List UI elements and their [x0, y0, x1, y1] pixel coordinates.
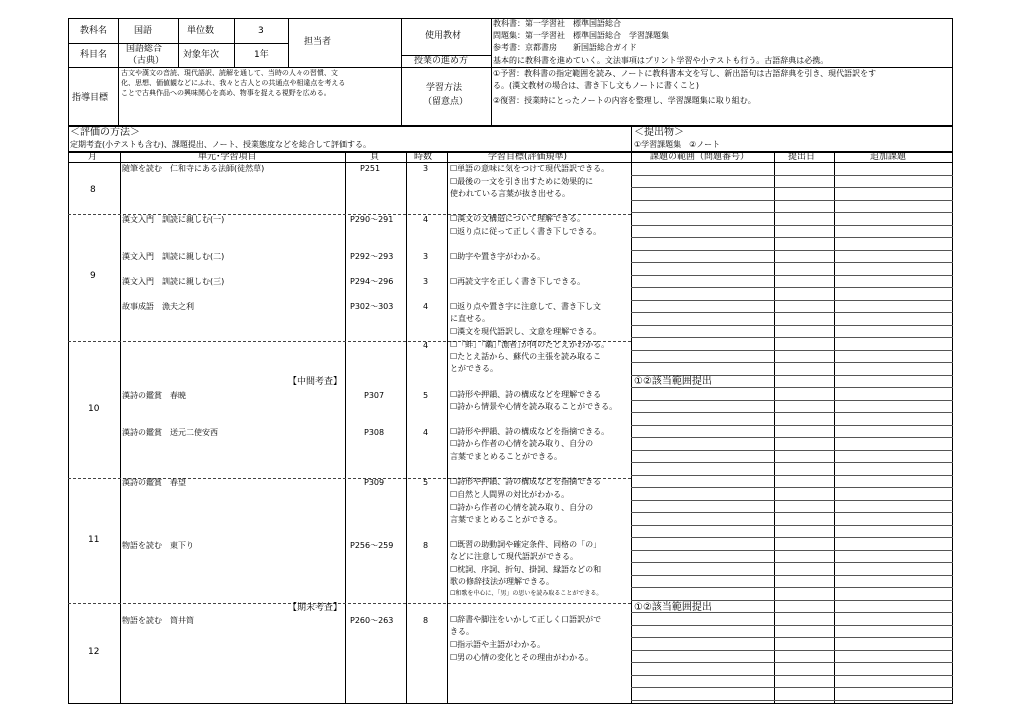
task-grid-line — [631, 262, 953, 263]
task-grid-line — [631, 250, 953, 251]
r9-goal-2: ☐自然と人間界の対比がわかる。 — [450, 490, 570, 499]
col-task-range: 課題の範囲（問題番号） — [650, 152, 750, 162]
r10-goal-4: 歌の修辞技法が理解できる。 — [450, 577, 554, 586]
task-grid-line — [631, 337, 953, 338]
r11-goal-4: ☐男の心情の変化とその理由がわかる。 — [450, 653, 594, 662]
r8-page: P308 — [364, 428, 385, 437]
midterm-task: ①②該当範囲提出 — [634, 376, 712, 387]
r6-goal-1: ☐「蚌」｢鷸｣｢漁者｣が何のたとえかわかる。 — [450, 340, 610, 349]
kyokamei-label: 教科名 — [80, 26, 108, 36]
task-grid-line — [631, 287, 953, 288]
r6-goal-2: ☐たとえ話から、蘇代の主張を読み取るこ — [450, 352, 602, 361]
r3-goal-1: ☐助字や置き字がわかる。 — [450, 252, 546, 261]
r2-unit: 漢文入門 訓読に親しむ(一) — [122, 215, 225, 224]
task-grid-line — [631, 300, 953, 301]
r11-unit: 物語を読む 筒井筒 — [122, 616, 194, 625]
r5-page: P302～303 — [350, 302, 394, 311]
task-grid-line — [631, 625, 953, 626]
col-extra: 追加課題 — [870, 152, 907, 162]
r6-goal-3: とができる。 — [450, 364, 498, 373]
task-grid-line — [631, 387, 953, 388]
divider — [447, 152, 448, 704]
r11-goal-1: ☐辞書や脚注をいかして正しく口語訳がで — [450, 615, 602, 624]
task-grid-line — [631, 525, 953, 526]
r2-hours: 4 — [423, 215, 429, 224]
r11-goal-2: きる。 — [450, 627, 474, 636]
final-label: 【期末考査】 — [288, 603, 343, 613]
month-divider — [68, 603, 631, 604]
col-due: 提出日 — [788, 152, 816, 162]
r1-goal-1: ☐単語の意味に気をつけて現代語訳できる。 — [450, 164, 610, 173]
month-8: 8 — [90, 185, 96, 195]
r7-goal-2: ☐詩から情景や心情を読み取ることができる。 — [450, 402, 618, 411]
syllabus-sheet — [68, 18, 953, 704]
task-grid-line — [631, 450, 953, 451]
shido-text-2: 化、思想、価値観などにふれ、我々と古人との共通点や相違点を考える — [121, 79, 346, 87]
task-grid-line — [631, 187, 953, 188]
task-grid-line — [631, 212, 953, 213]
kamokumei-value-1: 国語総合 — [126, 44, 163, 54]
r10-unit: 物語を読む 東下り — [122, 541, 194, 550]
r1-page: P251 — [360, 164, 381, 173]
houhou-label-1: 学習方法 — [426, 83, 463, 93]
r10-hours: 8 — [423, 541, 429, 550]
r10-goal-1: ☐既習の助動詞や確定条件、同格の「の」 — [450, 540, 602, 549]
task-grid-line — [631, 500, 953, 501]
r11-goal-3: ☐指示語や主語がわかる。 — [450, 640, 546, 649]
divider — [834, 152, 835, 704]
r10-goal-3: ☐枕詞、序詞、折句、掛詞、縁語などの和 — [450, 565, 602, 574]
r9-goal-4: 言葉でまとめることができる。 — [450, 515, 562, 524]
divider — [234, 18, 235, 67]
task-grid-line — [631, 687, 953, 688]
r7-hours: 5 — [423, 391, 429, 400]
r8-hours: 4 — [423, 428, 429, 437]
shido-text-3: ことで古典作品への興味関心を高め、物事を捉える視野を広める。 — [121, 89, 331, 97]
task-grid-line — [631, 462, 953, 463]
task-grid-line — [631, 200, 953, 201]
task-grid-line — [631, 312, 953, 313]
task-grid-line — [631, 512, 953, 513]
tantousha-label: 担当者 — [304, 37, 332, 47]
task-grid-line — [631, 437, 953, 438]
divider — [288, 18, 289, 67]
r7-goal-1: ☐詩形や押韻、詩の構成などを理解できる — [450, 390, 602, 399]
task-grid-line — [631, 487, 953, 488]
kyokamei-value: 国語 — [134, 26, 153, 36]
divider — [345, 152, 346, 704]
task-grid-line — [631, 575, 953, 576]
r1-goal-2: ☐最後の一文を引き出すために効果的に — [450, 177, 594, 186]
submission-text: ①学習課題集 ②ノート — [634, 140, 721, 149]
divider — [118, 18, 119, 126]
shido-label: 指導目標 — [72, 93, 109, 103]
r4-unit: 漢文入門 訓読に親しむ(三) — [122, 277, 225, 286]
r7-page: P307 — [364, 391, 385, 400]
task-grid-line — [631, 412, 953, 413]
month-11: 11 — [88, 535, 100, 545]
month-10: 10 — [88, 404, 100, 414]
task-grid-line — [631, 600, 953, 601]
r5-hours: 4 — [423, 302, 429, 311]
r9-goal-1: ☐詩形や押韻、詩の構成などを指摘できる — [450, 477, 602, 486]
r1-goal-3: 使われている言葉が抜き出せる。 — [450, 189, 570, 198]
r8-unit: 漢詩の鑑賞 送元二使安西 — [122, 428, 218, 437]
divider — [631, 126, 632, 152]
submission-title: ＜提出物＞ — [634, 127, 684, 138]
divider — [401, 18, 402, 126]
houhou-text-3: ②復習：授業時にとったノートの内容を整理し、学習課題集に取り組む。 — [493, 96, 756, 105]
houhou-text-1: ①予習：教科書の指定範囲を読み、ノートに教科書本文を写し、新出語句は古語辞典を引き、現代語訳をす — [493, 69, 877, 78]
r5-goal-1: ☐返り点や置き字に注意して、書き下し文 — [450, 302, 602, 311]
divider — [120, 152, 121, 704]
r11-page: P260～263 — [350, 616, 394, 625]
col-goal: 学習目標(評価規準) — [488, 152, 568, 162]
divider — [774, 152, 775, 704]
r4-page: P294～296 — [350, 277, 394, 286]
r2-page: P290～291 — [350, 215, 394, 224]
task-grid-line — [631, 400, 953, 401]
r3-page: P292～293 — [350, 252, 394, 261]
r6-hours: 4 — [423, 341, 429, 350]
divider — [491, 18, 492, 126]
task-grid-line — [631, 537, 953, 538]
final-task: ①②該当範囲提出 — [634, 602, 712, 613]
col-page: 頁 — [370, 152, 380, 162]
r10-page: P256～259 — [350, 541, 394, 550]
column-header-divider — [68, 162, 953, 163]
tanisu-value: 3 — [258, 26, 264, 36]
task-grid-line — [631, 675, 953, 676]
r1-unit: 随筆を読む 仁和寺にある法師(徒然草) — [122, 164, 265, 173]
r8-goal-1: ☐詩形や押韻、詩の構成などを指摘できる。 — [450, 427, 610, 436]
task-grid-line — [631, 175, 953, 176]
kamokumei-value-2: （古典） — [128, 56, 165, 66]
task-grid-line — [631, 700, 953, 701]
tanisu-label: 単位数 — [187, 26, 215, 36]
r4-hours: 3 — [423, 277, 429, 286]
r10-goal-5: ☐和歌を中心に、「男」の思いを読み取ることができる。 — [450, 590, 603, 597]
r7-unit: 漢詩の鑑賞 春暁 — [122, 391, 186, 400]
r5-goal-3: ☐漢文を現代語訳し、文意を理解できる。 — [450, 327, 602, 336]
r1-hours: 3 — [423, 164, 429, 173]
evaluation-title: ＜評価の方法＞ — [70, 127, 140, 138]
r5-goal-2: に直せる。 — [450, 314, 490, 323]
kyokasho: 教科書：第一学習社 標準国語総合 — [493, 19, 621, 28]
r8-goal-2: ☐詩から作者の心情を読み取り、自分の — [450, 439, 594, 448]
shiyou-label: 使用教材 — [425, 31, 462, 41]
r10-goal-2: などに注意して現代語訳ができる。 — [450, 552, 578, 561]
task-grid-line — [631, 425, 953, 426]
task-grid-line — [631, 475, 953, 476]
divider — [68, 67, 953, 68]
midterm-label: 【中間考査】 — [288, 377, 343, 387]
divider — [406, 152, 407, 704]
task-grid-line — [631, 275, 953, 276]
r8-goal-3: 言葉でまとめることができる。 — [450, 452, 562, 461]
col-hours: 時数 — [414, 152, 433, 162]
susumekata-label: 授業の進め方 — [414, 56, 469, 66]
kamokumei-label: 科目名 — [80, 50, 108, 60]
sankousho: 参考書：京都書房 新国語総合ガイド — [493, 43, 637, 52]
task-grid-line — [631, 362, 953, 363]
taisho-value: 1年 — [254, 50, 269, 60]
col-unit: 単元･学習項目 — [198, 152, 257, 162]
r9-unit: 漢詩の鑑賞 春望 — [122, 478, 186, 487]
r9-hours: 5 — [423, 478, 429, 487]
task-grid-line — [631, 350, 953, 351]
evaluation-text: 定期考査(小テストも含む)、課題提出、ノート、授業態度などを総合して評価する。 — [70, 140, 371, 149]
task-grid-line — [631, 662, 953, 663]
divider — [401, 67, 491, 68]
month-9: 9 — [90, 271, 96, 281]
r3-unit: 漢文入門 訓読に親しむ(二) — [122, 252, 225, 261]
shido-text-1: 古文や漢文の音読、現代語訳、読解を通して、当時の人々の習慣、文 — [121, 69, 338, 77]
task-grid-line — [631, 225, 953, 226]
r5-unit: 故事成語 漁夫之利 — [122, 302, 194, 311]
divider — [178, 18, 179, 67]
divider — [631, 152, 632, 704]
r3-hours: 3 — [423, 252, 429, 261]
r2-goal-1: ☐漢文の文構造について理解できる。 — [450, 214, 586, 223]
task-grid-line — [631, 550, 953, 551]
r9-goal-3: ☐詩から作者の心情を読み取り、自分の — [450, 503, 594, 512]
task-grid-line — [631, 325, 953, 326]
susumekata-text: 基本的に教科書を進めていく。文法事項はプリント学習や小テストも行う。古語辞典は必携。 — [493, 56, 829, 65]
r2-goal-2: ☐返り点に従って正しく書き下しできる。 — [450, 227, 602, 236]
task-grid-line — [631, 587, 953, 588]
houhou-text-2: る。(漢文教材の場合は、書き下し文もノートに書くこと) — [493, 81, 699, 90]
task-grid-line — [631, 562, 953, 563]
task-grid-line — [631, 650, 953, 651]
mondaishu: 問題集：第一学習社 標準国語総合 学習課題集 — [493, 31, 669, 40]
month-12: 12 — [88, 647, 100, 657]
r9-page: P309 — [364, 478, 385, 487]
taisho-label: 対象年次 — [183, 50, 220, 60]
task-grid-line — [631, 237, 953, 238]
r11-hours: 8 — [423, 616, 429, 625]
col-month: 月 — [88, 152, 98, 162]
task-grid-line — [631, 637, 953, 638]
r4-goal-1: ☐再読文字を正しく書き下しできる。 — [450, 277, 586, 286]
houhou-label-2: （留意点） — [423, 97, 469, 107]
